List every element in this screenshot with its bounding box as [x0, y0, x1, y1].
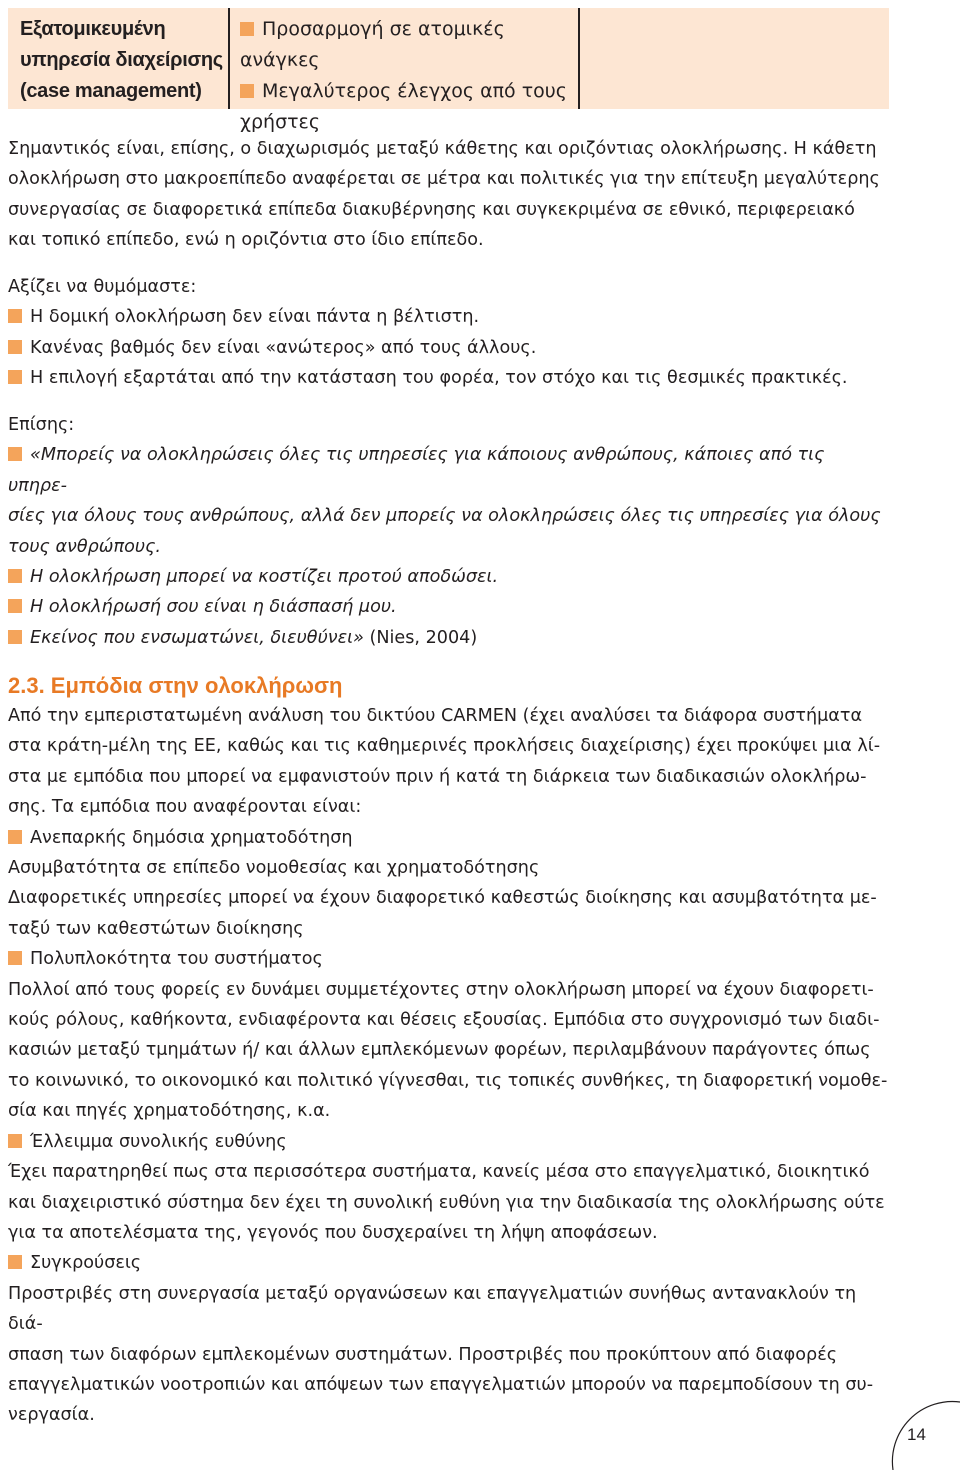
citation: (Nies, 2004)	[363, 627, 478, 648]
text-line: το κοινωνικό, το οικονομικό και πολιτικό γίγνεσθαι, τις τοπικές συνθήκες, τη διαφορετική νομοθε-	[8, 1070, 888, 1091]
list-item	[8, 623, 888, 653]
box-divider	[578, 8, 580, 109]
bullet-icon	[8, 340, 22, 354]
barrier-title	[8, 944, 888, 974]
quote-text: «Μπορείς να ολοκληρώσεις όλες τις υπηρεσίες για κάποιους ανθρώπους, κάποιες από τις υπηρε-	[8, 445, 825, 496]
bullet-icon	[240, 84, 254, 98]
bullet-icon	[8, 951, 22, 965]
intro-paragraph	[8, 134, 888, 256]
bullet-icon	[8, 447, 22, 461]
text-line: Πολλοί από τους φορείς εν δυνάμει συμμετέχοντες στην ολοκλήρωση μπορεί να έχουν διαφορετι-	[8, 979, 874, 1000]
bullet-icon	[8, 830, 22, 844]
text-line: στα με εμπόδια που μπορεί να εμφανιστούν πριν ή κατά τη διάρκεια των διαδικασιών ολοκλήρω-	[8, 766, 867, 787]
text-line: για τα αποτελέσματα της, γεγονός που δυσχεραίνει τη λήψη αποφάσεων.	[8, 1222, 658, 1243]
text-line: και διαχειριστικό σύστημα δεν έχει τη συνολική ευθύνη για την διαδικασία της ολοκλήρωσης ούτε	[8, 1192, 885, 1213]
section-heading: 2.3. Εμπόδια στην ολοκλήρωση	[8, 673, 343, 698]
also-section	[8, 410, 888, 653]
barrier-title	[8, 823, 888, 853]
text-line: Προστριβές στη συνεργασία μεταξύ οργανώσεων και επαγγελματιών συνήθως αντανακλούν τη διά-	[8, 1283, 857, 1335]
text-line: σία και πηγές χρηματοδότησης, κ.α.	[8, 1101, 331, 1122]
list-item	[8, 592, 888, 622]
box-items	[230, 8, 578, 133]
quote-line: σίες για όλους τους ανθρώπους, αλλά δεν μπορείς να ολοκληρώσεις όλες τις υπηρεσίες για όλους	[8, 506, 881, 527]
box-left-title	[8, 8, 228, 109]
text-line: στα κράτη-μέλη της ΕΕ, καθώς και τις καθημερινές προκλήσεις διαχείρισης) έχει προκύψει μια λί-	[8, 736, 881, 757]
summary-box	[8, 8, 889, 133]
text-line: και τοπικό επίπεδο, ενώ η οριζόντια στο ίδιο επίπεδο.	[8, 230, 484, 251]
bullet-icon	[8, 1255, 22, 1269]
list-item	[8, 302, 888, 332]
text-line: Από την εμπεριστατωμένη ανάλυση του δικτύου CARMEN (έχει αναλύσει τα διάφορα συστήματα	[8, 706, 863, 726]
text-line: συνεργασίας σε διαφορετικά επίπεδα διακυβέρνησης και συγκεκριμένα σε εθνικό, περιφερειακό	[8, 199, 855, 220]
page-number-corner	[891, 1400, 960, 1470]
quote-line: τους ανθρώπους.	[8, 536, 162, 557]
text-line: σης. Τα εμπόδια που αναφέρονται είναι:	[8, 797, 362, 818]
box-item	[240, 76, 578, 107]
box-item-text: Μεγαλύτερος έλεγχος από τους	[262, 80, 567, 102]
barrier-title-text: Συγκρούσεις	[30, 1253, 142, 1274]
bullet-icon	[8, 1134, 22, 1148]
text-line: ταξύ των καθεστώτων διοίκησης	[8, 918, 304, 939]
list-item-text: Κανένας βαθμός δεν είναι «ανώτερος» από τους άλλους.	[30, 337, 537, 358]
list-item	[8, 333, 888, 363]
barrier-title	[8, 1127, 888, 1157]
remember-section	[8, 272, 888, 394]
list-item-text: Η ολοκλήρωσή σου είναι η διάσπασή μου.	[30, 597, 397, 618]
also-label: Επίσης:	[8, 415, 75, 435]
box-title-line: Εξατομικευμένη	[20, 18, 166, 40]
text-line: κούς ρόλους, καθήκοντα, ενδιαφέροντα και θέσεις εξουσίας. Εμπόδια στο συγχρονισμό των διαδι-	[8, 1010, 880, 1031]
text-line: Σημαντικός είναι, επίσης, ο διαχωρισμός μεταξύ κάθετης και οριζόντιας ολοκλήρωσης. Η κάθετη	[8, 139, 877, 159]
list-item-text: Η επιλογή εξαρτάται από την κατάσταση του φορέα, τον στόχο και τις θεσμικές πρακτικές.	[30, 368, 848, 389]
bullet-icon	[8, 599, 22, 613]
list-item-text: Η ολοκλήρωση μπορεί να κοστίζει προτού αποδώσει.	[30, 567, 499, 588]
barrier-title-text: Έλλειμμα συνολικής ευθύνης	[30, 1131, 287, 1152]
list-item	[8, 562, 888, 592]
list-item-text: Η δομική ολοκλήρωση δεν είναι πάντα η βέλτιστη.	[30, 307, 480, 328]
barrier-title-text: Πολυπλοκότητα του συστήματος	[30, 949, 323, 970]
box-item-text: Προσαρμογή σε ατομικές ανάγκες	[240, 18, 505, 71]
bullet-icon	[240, 22, 254, 36]
text-line: Ασυμβατότητα σε επίπεδο νομοθεσίας και χρηματοδότησης	[8, 858, 540, 879]
text-line: σπαση των διαφόρων εμπλεκομένων συστημάτων. Προστριβές που προκύπτουν από διαφορές	[8, 1344, 838, 1365]
text-line: επαγγελματικών νοοτροπιών και απόψεων των επαγγελματιών μπορούν να παρεμποδίσουν τη συ-	[8, 1374, 874, 1395]
text-line: ολοκλήρωση στο μακροεπίπεδο αναφέρεται σε μέτρα και πολιτικές για την επίτευξη μεγαλύτερης	[8, 169, 880, 190]
page-number: 14	[907, 1425, 926, 1444]
list-item-text: Εκείνος που ενσωματώνει, διευθύνει»	[30, 627, 364, 648]
bullet-icon	[8, 370, 22, 384]
box-item-continuation: χρήστες	[240, 111, 320, 133]
bullet-icon	[8, 630, 22, 644]
barrier-title	[8, 1248, 888, 1278]
text-line: κασιών μεταξύ τμημάτων ή/ και άλλων εμπλεκόμενων φορέων, περιλαμβάνουν παράγοντες όπως	[8, 1040, 871, 1061]
text-line: Έχει παρατηρηθεί πως στα περισσότερα συστήματα, κανείς μέσα στο επαγγελματικό, διοικητικό	[8, 1162, 870, 1183]
box-title-line: υπηρεσία διαχείρισης	[20, 49, 223, 71]
text-line: νεργασία.	[8, 1405, 95, 1426]
box-item	[240, 14, 578, 76]
text-line: Διαφορετικές υπηρεσίες μπορεί να έχουν διαφορετικό καθεστώς διοίκησης και ασυμβατότητα με-	[8, 888, 877, 909]
remember-label: Αξίζει να θυμόμαστε:	[8, 277, 197, 297]
list-item	[8, 363, 888, 393]
barrier-title-text: Ανεπαρκής δημόσια χρηματοδότηση	[30, 827, 353, 848]
section-body	[8, 701, 888, 1431]
quote-line	[8, 440, 888, 501]
bullet-icon	[8, 309, 22, 323]
bullet-icon	[8, 569, 22, 583]
box-title-line: (case management)	[20, 80, 202, 102]
